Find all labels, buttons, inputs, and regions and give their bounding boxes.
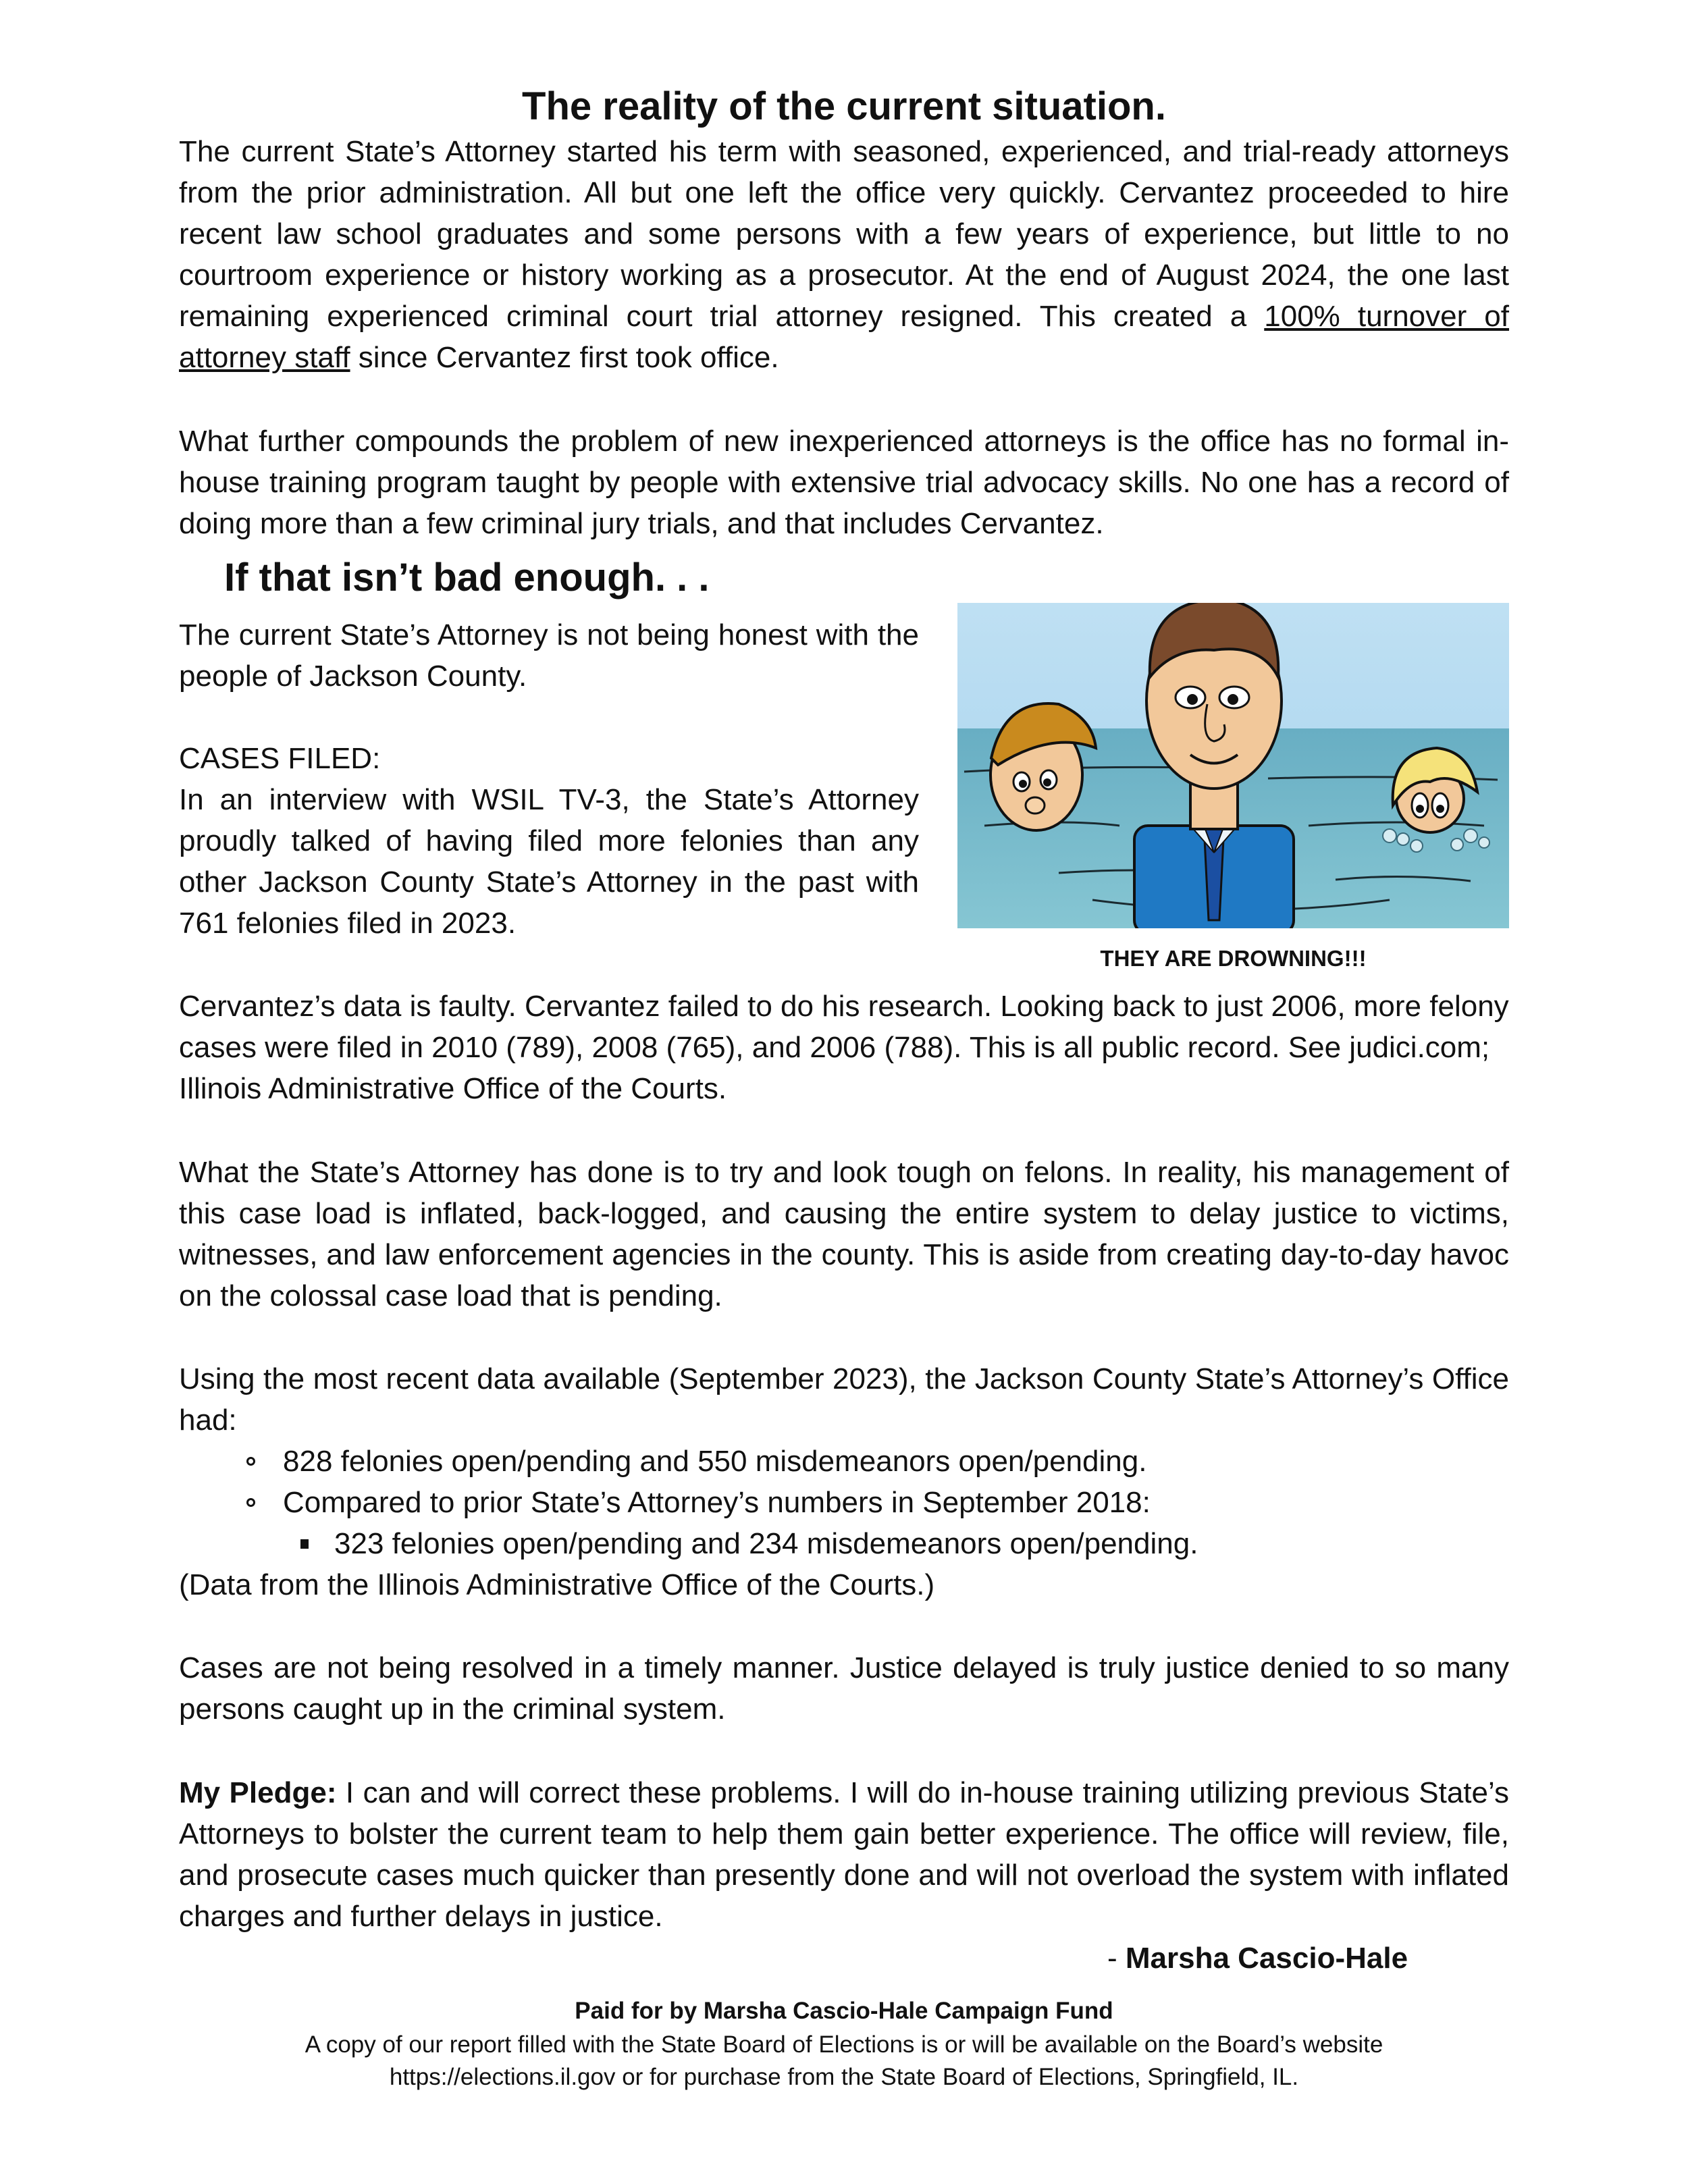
signature	[1107, 1938, 1408, 1979]
drowning-cartoon	[957, 603, 1509, 928]
sub-list-item: 323 felonies open/pending and 234 misdemeanors open/pending.	[179, 1523, 1509, 1564]
cartoon-image-icon	[957, 603, 1509, 928]
interview-paragraph: In an interview with WSIL TV-3, the State’s Attorney proudly talked of having filed more felonies than any other Jackson County State’s Attorney in the past with 761 felonies filed in 2023.	[179, 783, 919, 940]
image-caption: THEY ARE DROWNING!!!	[1100, 946, 1367, 971]
disclaimer-line-1: A copy of our report filled with the State Board of Elections is or will be available on the Board’s website	[305, 2031, 1383, 2058]
pledge-label: My Pledge:	[179, 1776, 337, 1809]
paid-for-disclaimer: Paid for by Marsha Cascio-Hale Campaign Fund	[575, 1998, 1113, 2024]
data-source-note: (Data from the Illinois Administrative Office of the Courts.)	[179, 1568, 935, 1601]
case-stats-list	[179, 1441, 1509, 1605]
intro-paragraph-2: What further compounds the problem of new inexperienced attorneys is the office has no formal in-house training program taught by people with extensive trial advocacy skills. No one has a record of doing more than a few criminal jury trials, and that includes Cervantez.	[179, 425, 1509, 540]
signature-name: Marsha Cascio-Hale	[1125, 1942, 1408, 1975]
pledge-text: I can and will correct these problems. I will do in-house training utilizing previous State’s Attorneys to bolster the current team to help them gain better experience. The office will review, file, and prosecute cases much quicker than presently done and will not overload the system with inflated charges and further delays in justice.	[179, 1776, 1509, 1933]
intro-text: The current State’s Attorney started his term with seasoned, experienced, and trial-ready attorneys from the prior administration. All but one left the office very quickly. Cervantez proceeded to hire recent law school graduates and some persons with a few years of experience, but little to no courtroom experience or history working as a prosecutor. At the end of August 2024, the one last remaining experienced criminal court trial attorney resigned. This created a	[179, 135, 1509, 333]
list-item: 828 felonies open/pending and 550 misdemeanors open/pending.	[179, 1441, 1509, 1482]
signature-dash: -	[1107, 1942, 1126, 1975]
cases-filed-label: CASES FILED:	[179, 742, 381, 775]
page-title: The reality of the current situation.	[522, 84, 1166, 128]
disclaimer-line-2: https://elections.il.gov or for purchase from the State Board of Elections, Springfield, IL.	[389, 2064, 1299, 2090]
list-item: Compared to prior State’s Attorney’s numbers in September 2018:	[179, 1482, 1509, 1523]
intro-paragraph-1	[179, 131, 1509, 378]
justice-delayed-paragraph: Cases are not being resolved in a timely manner. Justice delayed is truly justice denied to so many persons caught up in the criminal system.	[179, 1651, 1509, 1726]
intro-text-end: since Cervantez first took office.	[350, 341, 779, 374]
recent-data-paragraph: Using the most recent data available (September 2023), the Jackson County State’s Attorney’s Office had:	[179, 1362, 1509, 1437]
tough-on-felons-paragraph: What the State’s Attorney has done is to try and look tough on felons. In reality, his management of this case load is inflated, back-logged, and causing the entire system to delay justice to victims, witnesses, and law enforcement agencies in the county. This is aside from creating day-to-day havoc on the colossal case load that is pending.	[179, 1156, 1509, 1312]
section-heading: If that isn’t bad enough. . .	[224, 556, 710, 600]
pledge-paragraph	[179, 1772, 1509, 1937]
faulty-data-paragraph: Cervantez’s data is faulty. Cervantez failed to do his research. Looking back to just 2006, more felony cases were filed in 2010 (789), 2008 (765), and 2006 (788). This is all public record. See judici.com; Illinois Administrative Office of the Courts.	[179, 990, 1509, 1105]
turnover-highlight: 100% turnover of attorney staff	[179, 300, 1510, 374]
honesty-paragraph: The current State’s Attorney is not being honest with the people of Jackson County.	[179, 618, 919, 693]
